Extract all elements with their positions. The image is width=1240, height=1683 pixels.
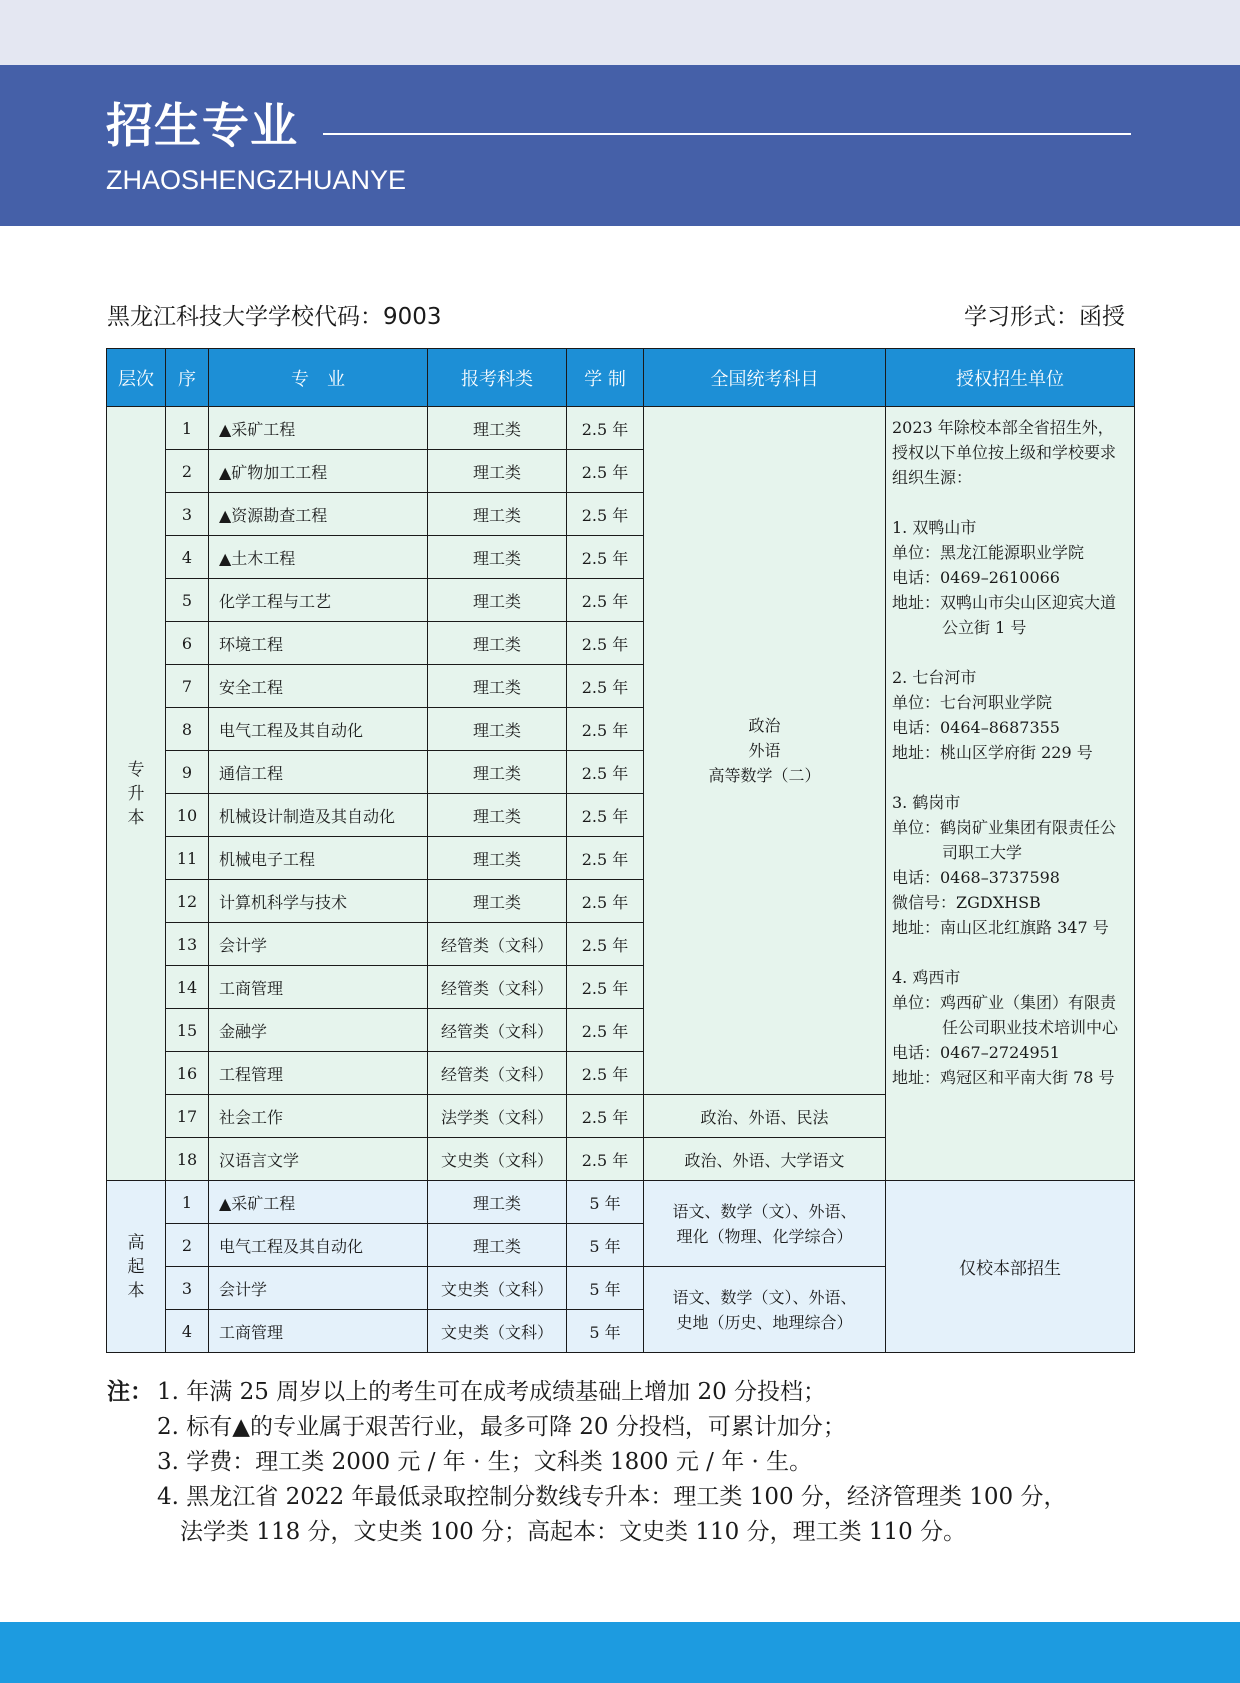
- exam-merged-cell: [644, 407, 886, 1095]
- row-exam: 政治、外语、民法: [644, 1095, 886, 1138]
- row-duration: 2.5 年: [567, 1052, 644, 1095]
- row-category: 文史类（文科）: [428, 1138, 567, 1181]
- row-major: 通信工程: [209, 751, 428, 794]
- row-duration: 2.5 年: [567, 622, 644, 665]
- note-text: 1. 年满 25 周岁以上的考生可在成考成绩基础上增加 20 分投档；: [157, 1379, 827, 1405]
- authorized-units-cell: [886, 407, 1135, 1181]
- notes-lead: 注：: [107, 1379, 153, 1405]
- row-major: 社会工作: [209, 1095, 428, 1138]
- title-rule: [323, 133, 1131, 135]
- row-no: 3: [166, 1267, 209, 1310]
- level-cell: [107, 407, 166, 1181]
- exam-line: 语文、数学（文）、外语、: [672, 1201, 857, 1221]
- auth-intro-line: 组织生源：: [892, 468, 973, 487]
- row-no: 3: [166, 493, 209, 536]
- row-major: 计算机科学与技术: [209, 880, 428, 923]
- row-no: 15: [166, 1009, 209, 1052]
- row-category: 理工类: [428, 536, 567, 579]
- exam-line: 外语: [748, 741, 781, 760]
- majors-table: [106, 348, 1135, 1353]
- auth-unit-line: 4. 鸡西市: [892, 968, 961, 987]
- row-no: 5: [166, 579, 209, 622]
- note-4-cont: [107, 1515, 1066, 1550]
- auth-unit-line: 电话：0467–2724951: [892, 1043, 1060, 1062]
- row-no: 7: [166, 665, 209, 708]
- row-major: 化学工程与工艺: [209, 579, 428, 622]
- row-duration: 2.5 年: [567, 966, 644, 1009]
- level-label: 专 升 本: [127, 759, 145, 828]
- row-category: 经管类（文科）: [428, 966, 567, 1009]
- row-duration: 2.5 年: [567, 794, 644, 837]
- row-duration: 2.5 年: [567, 708, 644, 751]
- row-no: 6: [166, 622, 209, 665]
- row-major: 电气工程及其自动化: [209, 1224, 428, 1267]
- auth-unit-line: 司职工大学: [942, 843, 1023, 862]
- exam-line: 政治: [748, 716, 781, 735]
- row-category: 文史类（文科）: [428, 1267, 567, 1310]
- row-major: ▲土木工程: [209, 536, 428, 579]
- auth-unit-line: 1. 双鸭山市: [892, 518, 977, 537]
- row-category: 理工类: [428, 622, 567, 665]
- row-category: 经管类（文科）: [428, 923, 567, 966]
- level-label: 高 起 本: [127, 1232, 145, 1301]
- header-authorized: 授权招生单位: [886, 349, 1135, 407]
- row-duration: 2.5 年: [567, 1138, 644, 1181]
- note-1: [107, 1375, 1066, 1410]
- row-major: 汉语言文学: [209, 1138, 428, 1181]
- auth-unit-line: 微信号：ZGDXHSB: [892, 893, 1041, 912]
- row-major: ▲采矿工程: [209, 407, 428, 450]
- row-duration: 2.5 年: [567, 579, 644, 622]
- row-duration: 2.5 年: [567, 751, 644, 794]
- row-category: 文史类（文科）: [428, 1310, 567, 1353]
- row-no: 4: [166, 536, 209, 579]
- row-duration: 5 年: [567, 1224, 644, 1267]
- table-row: [107, 1181, 1135, 1224]
- auth-unit-line: 2. 七台河市: [892, 668, 977, 687]
- study-form: 学习形式：函授: [964, 304, 1125, 330]
- row-duration: 2.5 年: [567, 536, 644, 579]
- auth-unit-line: 电话：0464–8687355: [892, 718, 1060, 737]
- bottom-strip: [0, 1622, 1240, 1683]
- note-4: [107, 1480, 1066, 1515]
- note-text: 2. 标有▲的专业属于艰苦行业，最多可降 20 分投档，可累计加分；: [157, 1414, 846, 1440]
- note-text: 3. 学费：理工类 2000 元 / 年 · 生；文科类 1800 元 / 年 · 生。: [157, 1449, 813, 1475]
- row-no: 11: [166, 837, 209, 880]
- table-row: [107, 407, 1135, 450]
- header-no: 序: [166, 349, 209, 407]
- header-exam: 全国统考科目: [644, 349, 886, 407]
- auth-unit-line: 地址：双鸭山市尖山区迎宾大道: [892, 593, 1117, 612]
- row-duration: 2.5 年: [567, 923, 644, 966]
- page-title: 招生专业: [106, 99, 298, 154]
- row-category: 理工类: [428, 407, 567, 450]
- row-category: 理工类: [428, 837, 567, 880]
- row-no: 18: [166, 1138, 209, 1181]
- exam-line: 史地（历史、地理综合）: [676, 1312, 853, 1332]
- row-no: 1: [166, 407, 209, 450]
- auth-unit-line: 单位：黑龙江能源职业学院: [892, 543, 1085, 562]
- auth-unit-line: 单位：七台河职业学院: [892, 693, 1053, 712]
- row-category: 理工类: [428, 708, 567, 751]
- note-2: [107, 1410, 1066, 1445]
- auth-unit-line: 单位：鹤岗矿业集团有限责任公: [892, 818, 1117, 837]
- row-no: 8: [166, 708, 209, 751]
- table-header-row: [107, 349, 1135, 407]
- row-category: 理工类: [428, 1181, 567, 1224]
- exam-line: 语文、数学（文）、外语、: [672, 1287, 857, 1307]
- header-major: 专 业: [209, 349, 428, 407]
- row-no: 10: [166, 794, 209, 837]
- row-no: 4: [166, 1310, 209, 1353]
- row-major: 会计学: [209, 923, 428, 966]
- auth-intro-line: 授权以下单位按上级和学校要求: [892, 443, 1117, 462]
- row-major: 机械设计制造及其自动化: [209, 794, 428, 837]
- row-category: 理工类: [428, 665, 567, 708]
- header-banner: [0, 65, 1240, 226]
- row-duration: 2.5 年: [567, 407, 644, 450]
- auth-unit-line: 电话：0468–3737598: [892, 868, 1060, 887]
- auth-unit-line: 任公司职业技术培训中心: [942, 1018, 1119, 1037]
- row-major: 电气工程及其自动化: [209, 708, 428, 751]
- exam-cell: [644, 1181, 886, 1267]
- top-strip: [0, 0, 1240, 65]
- auth-unit-line: 3. 鹤岗市: [892, 793, 961, 812]
- row-major: 工商管理: [209, 966, 428, 1009]
- row-duration: 5 年: [567, 1267, 644, 1310]
- row-duration: 2.5 年: [567, 665, 644, 708]
- authorized-main-campus: 仅校本部招生: [886, 1181, 1135, 1353]
- auth-unit-line: 单位：鸡西矿业（集团）有限责: [892, 993, 1117, 1012]
- note-3: [107, 1445, 1066, 1480]
- row-category: 理工类: [428, 751, 567, 794]
- row-duration: 2.5 年: [567, 880, 644, 923]
- row-major: 工商管理: [209, 1310, 428, 1353]
- row-no: 16: [166, 1052, 209, 1095]
- row-major: 工程管理: [209, 1052, 428, 1095]
- auth-unit-line: 公立街 1 号: [942, 618, 1027, 637]
- row-no: 1: [166, 1181, 209, 1224]
- row-duration: 2.5 年: [567, 450, 644, 493]
- row-major: ▲采矿工程: [209, 1181, 428, 1224]
- row-category: 理工类: [428, 880, 567, 923]
- row-duration: 2.5 年: [567, 493, 644, 536]
- row-duration: 2.5 年: [567, 1095, 644, 1138]
- exam-line: 理化（物理、化学综合）: [676, 1226, 853, 1246]
- row-major: 金融学: [209, 1009, 428, 1052]
- header-level: 层次: [107, 349, 166, 407]
- auth-unit-line: 地址：南山区北红旗路 347 号: [892, 918, 1109, 937]
- row-major: 环境工程: [209, 622, 428, 665]
- row-major: 会计学: [209, 1267, 428, 1310]
- auth-intro-line: 2023 年除校本部全省招生外，: [892, 418, 1114, 437]
- auth-unit-line: 地址：桃山区学府街 229 号: [892, 743, 1093, 762]
- page-subtitle: ZHAOSHENGZHUANYE: [106, 165, 407, 195]
- exam-line: 高等数学（二）: [708, 766, 821, 785]
- row-category: 经管类（文科）: [428, 1052, 567, 1095]
- school-code: 黑龙江科技大学学校代码：9003: [107, 304, 442, 330]
- row-exam: 政治、外语、大学语文: [644, 1138, 886, 1181]
- notes: [107, 1375, 1066, 1550]
- row-duration: 5 年: [567, 1310, 644, 1353]
- note-text: 法学类 118 分，文史类 100 分；高起本：文史类 110 分，理工类 110 分。: [180, 1519, 967, 1545]
- exam-cell: [644, 1267, 886, 1353]
- row-no: 14: [166, 966, 209, 1009]
- row-major: ▲资源勘查工程: [209, 493, 428, 536]
- row-no: 2: [166, 1224, 209, 1267]
- auth-unit-line: 地址：鸡冠区和平南大街 78 号: [892, 1068, 1115, 1087]
- row-no: 13: [166, 923, 209, 966]
- header-duration: 学 制: [567, 349, 644, 407]
- row-major: 安全工程: [209, 665, 428, 708]
- header-category: 报考科类: [428, 349, 567, 407]
- row-category: 经管类（文科）: [428, 1009, 567, 1052]
- row-major: ▲矿物加工工程: [209, 450, 428, 493]
- level-cell: [107, 1181, 166, 1353]
- note-text: 4. 黑龙江省 2022 年最低录取控制分数线专升本：理工类 100 分，经济管理类 100 分，: [157, 1484, 1067, 1510]
- row-no: 17: [166, 1095, 209, 1138]
- row-duration: 2.5 年: [567, 837, 644, 880]
- row-duration: 5 年: [567, 1181, 644, 1224]
- row-no: 12: [166, 880, 209, 923]
- auth-unit-line: 电话：0469–2610066: [892, 568, 1060, 587]
- row-category: 法学类（文科）: [428, 1095, 567, 1138]
- row-major: 机械电子工程: [209, 837, 428, 880]
- row-no: 2: [166, 450, 209, 493]
- row-category: 理工类: [428, 493, 567, 536]
- row-category: 理工类: [428, 579, 567, 622]
- row-duration: 2.5 年: [567, 1009, 644, 1052]
- row-category: 理工类: [428, 794, 567, 837]
- table-body: [107, 407, 1135, 1353]
- row-no: 9: [166, 751, 209, 794]
- row-category: 理工类: [428, 450, 567, 493]
- row-category: 理工类: [428, 1224, 567, 1267]
